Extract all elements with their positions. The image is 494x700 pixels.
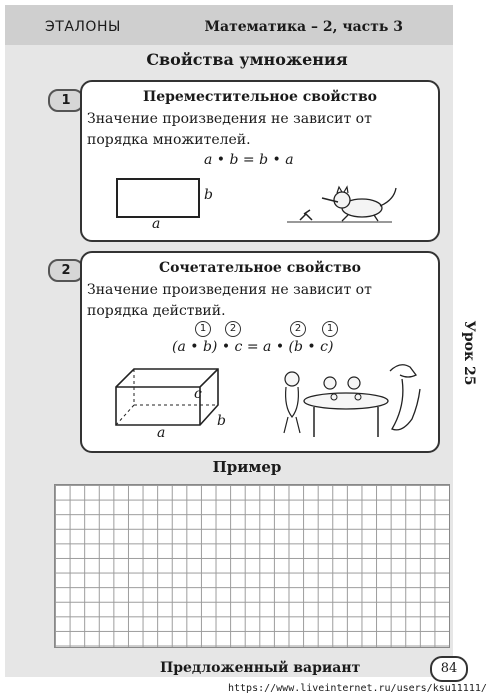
card-1-number: 1 [48, 89, 84, 112]
rectangle-label-b: b [204, 187, 213, 203]
order-mark-3: 2 [290, 321, 306, 337]
card-2-text-line-2: порядка действий. [87, 303, 226, 319]
header-right: Математика – 2, часть 3 [204, 19, 403, 35]
box-label-b: b [217, 413, 226, 429]
card-2-text [87, 280, 432, 322]
card-commutative [80, 80, 440, 242]
order-mark-1: 1 [195, 321, 211, 337]
card-associative [80, 251, 440, 453]
card-2-formula: (a • b) • c = a • (b • c) [172, 339, 334, 355]
page-header [5, 5, 453, 45]
card-2-number: 2 [48, 259, 84, 282]
box-label-a: a [157, 425, 166, 441]
card-1-text [87, 109, 432, 151]
box-label-c: c [194, 386, 202, 402]
cat-mouse-illustration [282, 182, 402, 228]
watermark-url: https://www.liveinternet.ru/users/ksu11111/ [228, 683, 487, 694]
lesson-side-text: Урок 25 [461, 320, 477, 386]
page-number: 84 [430, 656, 468, 682]
animals-at-table-illustration [278, 361, 428, 441]
card-2-title: Сочетательное свойство [159, 260, 361, 276]
header-left: ЭТАЛОНЫ [45, 19, 121, 35]
example-title: Пример [212, 458, 282, 476]
box-illustration [112, 363, 222, 433]
rectangle-illustration [116, 178, 200, 218]
lesson-side-label [449, 315, 489, 395]
order-mark-2: 2 [225, 321, 241, 337]
order-mark-4: 1 [322, 321, 338, 337]
grid-paper [54, 484, 450, 648]
card-2-text-line-1: Значение произведения не зависит от [87, 282, 372, 298]
card-1-formula: a • b = b • a [204, 152, 294, 168]
card-1-text-line-1: Значение произведения не зависит от [87, 111, 372, 127]
card-1-title: Переместительное свойство [142, 89, 378, 105]
card-1-text-line-2: порядка множителей. [87, 132, 251, 148]
rectangle-label-a: a [152, 216, 161, 232]
page-title: Свойства умножения [146, 50, 348, 69]
footer-text: Предложенный вариант [160, 660, 361, 676]
